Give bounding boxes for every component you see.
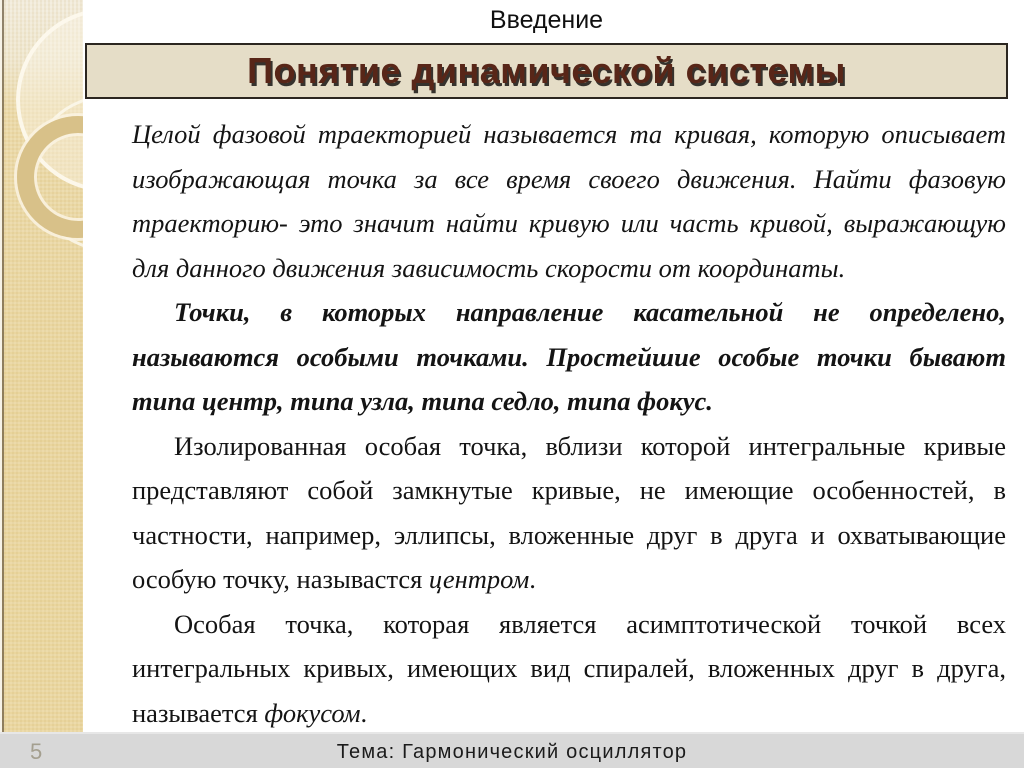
emphasized-term: центром xyxy=(428,564,530,594)
left-decorative-strip xyxy=(0,0,83,732)
text-run: Особая точка, которая является асимптотической точкой всех интегральных кривых, имеющих вид спиралей, вложенных друг в друга, называется xyxy=(132,608,1006,728)
section-heading: Введение xyxy=(489,6,604,34)
text-run: Изолированная особая точка, вблизи которой интегральные кривые представляют собой замкнутые кривые, не имеющие особенностей, в частности, например, эллипсы, вложенные друг в друга и охватывающие особую точку, называстся xyxy=(132,430,1006,594)
footer-title: Тема: Гармонический осциллятор xyxy=(336,741,688,763)
emphasized-term: фокусом xyxy=(264,697,361,728)
page-number: 5 xyxy=(30,739,43,764)
footer-bar xyxy=(0,732,1024,768)
paragraph xyxy=(132,290,1006,424)
text-run: Целой фазовой траекторией называется та кривая, которую описывает изображающая точка за все время своего движения. Найти фазовую траекторию- это значит найти кривую или часть кривой, выражающую для данного движения зависимость скорости от координаты. xyxy=(132,119,1006,283)
paragraph xyxy=(132,602,1006,736)
text-run: . xyxy=(529,564,536,594)
paragraph xyxy=(132,112,1006,290)
body-text xyxy=(132,112,1006,735)
text-run: . xyxy=(360,697,368,728)
paragraph xyxy=(132,424,1006,602)
title-box xyxy=(85,43,1008,99)
slide-title: Понятие динамической системы xyxy=(247,50,846,91)
text-run: Точки, в которых направление касательной не определено, называются особыми точками. Простейшие особые точки бывают типа центр, типа узла, типа седло, типа фокус. xyxy=(132,297,1006,416)
